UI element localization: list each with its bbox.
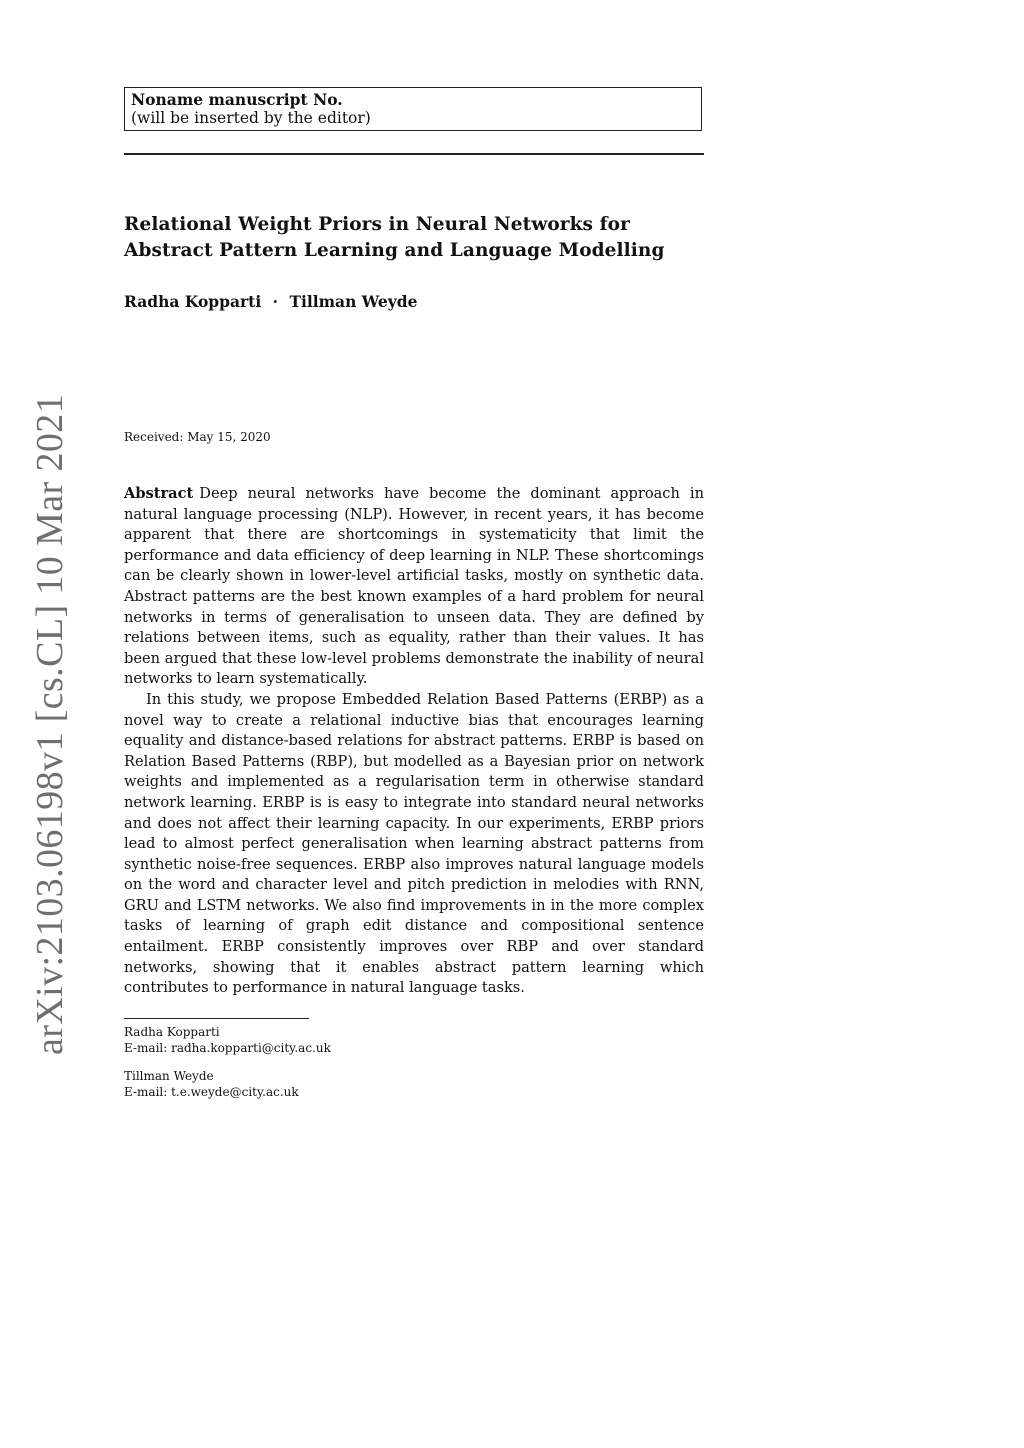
editor-note-box [124,87,702,131]
header-rule [124,153,704,155]
arxiv-sidebar-stamp: arXiv:2103.06198v1 [cs.CL] 10 Mar 2021 [29,393,71,1055]
author-list [124,292,417,311]
title-line-2: Abstract Pattern Learning and Language Modelling [124,240,665,261]
received-date: Received: May 15, 2020 [124,430,271,444]
abstract-text: Deep neural networks have become the dominant approach in natural language processing (NLP). However, in recent years, it has become apparent that there are shortcomings in systematicity that limit the performance and data efficiency of deep learning in NLP. These shortcomings can be clearly shown in lower-level artificial tasks, mostly on synthetic data. Abstract patterns are the best known examples of a hard problem for neural networks in terms of generalisation to unseen data. They are defined by relations between items, such as equality, rather than their values. It has been argued that these low-level problems demonstrate the inability of neural networks to learn systematically. [124,485,704,688]
title-line-1: Relational Weight Priors in Neural Networks for [124,214,630,235]
footnote-rule [124,1018,309,1019]
editor-note: (will be inserted by the editor) [131,109,371,127]
author-separator: · [272,292,279,311]
abstract-paragraph: In this study, we propose Embedded Relation Based Patterns (ERBP) as a novel way to create a relational inductive bias that encourages learning equality and distance-based relations for abstract patterns. ERBP is based on Relation Based Patterns (RBP), but modelled as a Bayesian prior on network weights and implemented as a regularisation term in otherwise standard network learning. ERBP is is easy to integrate into standard neural networks and does not affect their learning capacity. In our experiments, ERBP priors lead to almost perfect generalisation when learning abstract patterns from synthetic noise-free sequences. ERBP also improves natural language models on the word and character level and pitch prediction in melodies with RNN, GRU and LSTM networks. We also find improvements in in the more complex tasks of learning of graph edit distance and compositional sentence entailment. ERBP consistently improves over RBP and over standard networks, showing that it enables abstract pattern learning which contributes to performance in natural language tasks. [124,690,704,997]
abstract-label: Abstract [124,485,194,502]
footnote-author-name: Tillman Weyde [124,1069,214,1083]
author-name: Tillman Weyde [289,292,418,311]
abstract-paragraph [124,484,704,690]
author-name: Radha Kopparti [124,292,262,311]
author-footnotes [124,1024,331,1100]
abstract [124,484,704,999]
footnote-author-email: E-mail: t.e.weyde@city.ac.uk [124,1085,299,1099]
manuscript-label: Noname manuscript No. [131,90,343,109]
footnote-author-email: E-mail: radha.kopparti@city.ac.uk [124,1041,331,1055]
paper-title [124,212,724,264]
footnote-author-name: Radha Kopparti [124,1025,220,1039]
